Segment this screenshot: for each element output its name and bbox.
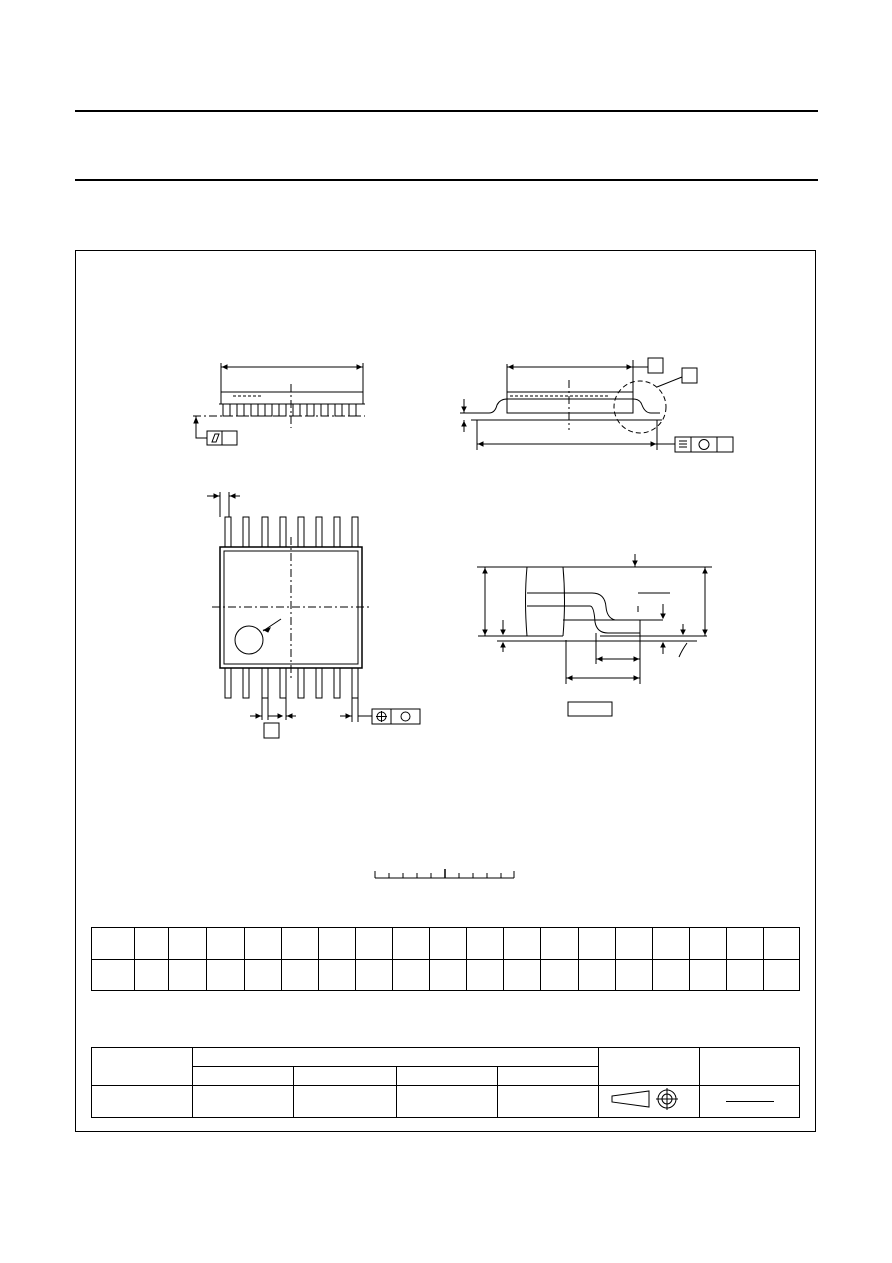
end-view xyxy=(460,358,733,452)
projection-header xyxy=(599,1048,700,1086)
detail-label-box xyxy=(568,702,612,716)
ref-cell-4 xyxy=(498,1086,599,1118)
outline-version-header xyxy=(92,1048,193,1086)
ref-col-4 xyxy=(498,1067,599,1086)
package-drawing xyxy=(75,250,816,910)
outline-version-table xyxy=(91,1047,800,1118)
ref-cell-3 xyxy=(397,1086,498,1118)
issue-date-header xyxy=(700,1048,800,1086)
projection-symbol-cell xyxy=(599,1086,700,1118)
header-top-rule xyxy=(75,110,818,112)
datum-box-a xyxy=(648,358,663,373)
side-view xyxy=(193,363,365,445)
third-angle-projection-icon xyxy=(609,1087,689,1111)
scale-bar xyxy=(375,869,514,878)
datum-box-e xyxy=(264,723,279,738)
outline-version-cell xyxy=(92,1086,193,1118)
ref-col-1 xyxy=(193,1067,294,1086)
dimensions-header-row xyxy=(92,928,800,960)
ref-cell-1 xyxy=(193,1086,294,1118)
detail-view xyxy=(477,554,712,716)
header-bottom-rule xyxy=(75,179,818,181)
ref-col-3 xyxy=(397,1067,498,1086)
dimensions-table xyxy=(91,927,800,991)
issue-date-divider xyxy=(726,1101,774,1102)
top-view xyxy=(207,492,420,738)
datum-box-detail xyxy=(682,368,697,383)
ref-col-2 xyxy=(294,1067,397,1086)
dimensions-value-row xyxy=(92,959,800,991)
ref-cell-2 xyxy=(294,1086,397,1118)
issue-date-cell xyxy=(700,1086,800,1118)
references-header xyxy=(193,1048,599,1067)
